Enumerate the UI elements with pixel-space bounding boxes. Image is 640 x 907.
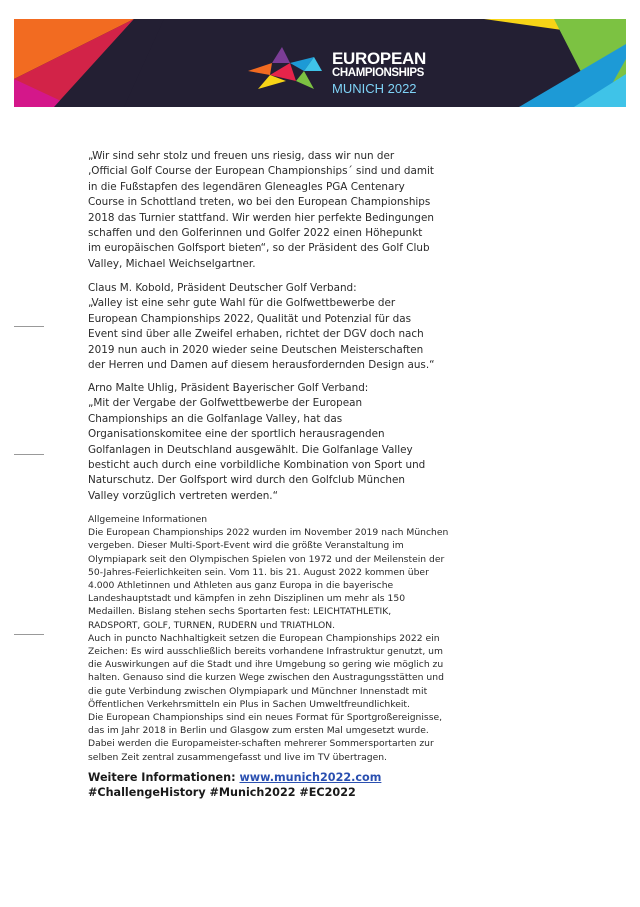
text-line: halten. Genauso sind die kurzen Wege zwischen den Austragungsstätten und bbox=[88, 672, 444, 684]
text-line: schaffen und den Golferinnen und Golfer 2022 einen Höhepunkt bbox=[88, 227, 423, 240]
star-logo-icon bbox=[248, 47, 322, 89]
text-line: Öffentlichen Verkehrsmitteln ein Plus in Sachen Umweltfreundlichkeit. bbox=[88, 698, 410, 710]
text-line: die Auswirkungen auf die Stadt und ihre Umgebung so gering wie möglich zu bbox=[88, 659, 444, 671]
text-line: das im Jahr 2018 in Berlin und Glasgow zum ersten Mal umgesetzt wurde. bbox=[88, 725, 429, 737]
text-line: Landeshauptstadt und kämpfen in zehn Disziplinen um mehr als 150 bbox=[88, 593, 406, 605]
logo-line-championships: CHAMPIONSHIPS bbox=[332, 67, 424, 79]
text-line: Golfanlagen in Deutschland ausgewählt. Die Golfanlage Valley bbox=[88, 443, 413, 456]
text-line: RADSPORT, GOLF, TURNEN, RUDERN und TRIATHLON. bbox=[88, 619, 336, 631]
general-information bbox=[88, 513, 558, 764]
margin-mark bbox=[14, 454, 44, 455]
text-line: vergeben. Dieser Multi-Sport-Event wird die größte Veranstaltung im bbox=[88, 540, 404, 552]
text-line: 2019 nun auch in 2020 wieder seine Deutschen Meisterschaften bbox=[88, 343, 424, 356]
text-line: der Herren und Damen auf diesem herausfordernden Design aus.“ bbox=[88, 359, 435, 372]
website-link[interactable]: www.munich2022.com bbox=[239, 771, 382, 784]
text-line: Valley, Michael Weichselgartner. bbox=[88, 257, 256, 270]
text-line: „Mit der Vergabe der Golfwettbewerbe der European bbox=[88, 397, 363, 410]
logo-line-munich: MUNICH 2022 bbox=[332, 80, 417, 96]
text-line: Valley vorzüglich vertreten werden.“ bbox=[88, 489, 278, 502]
text-line: Auch in puncto Nachhaltigkeit setzen die European Championships 2022 ein bbox=[88, 632, 440, 644]
section-heading: Allgemeine Informationen bbox=[88, 514, 208, 525]
text-line: „Valley ist eine sehr gute Wahl für die Golfwettbewerbe der bbox=[88, 297, 396, 310]
text-line: ‚Official Golf Course der European Championships´ sind und damit bbox=[88, 165, 434, 178]
footer bbox=[88, 770, 558, 800]
more-info-line bbox=[88, 770, 558, 785]
text-line: Die European Championships 2022 wurden im November 2019 nach München bbox=[88, 527, 449, 539]
text-line: Organisationskomitee eine der sportlich herausragenden bbox=[88, 428, 385, 441]
speaker-line: Claus M. Kobold, Präsident Deutscher Golf Verband: bbox=[88, 282, 357, 294]
text-line: Event sind über alle Zweifel erhaben, richtet der DGV doch nach bbox=[88, 328, 424, 341]
text-line: besticht auch durch eine vorbildliche Kombination von Sport und bbox=[88, 459, 426, 472]
text-line: im europäischen Golfsport bieten“, so der Präsident des Golf Club bbox=[88, 242, 430, 255]
more-info-label: Weitere Informationen: bbox=[88, 771, 240, 784]
logo-wordmark bbox=[332, 50, 426, 95]
logo-line-european: EUROPEAN bbox=[332, 49, 426, 68]
text-line: Medaillen. Bislang stehen sechs Sportarten fest: LEICHTATHLETIK, bbox=[88, 606, 392, 618]
text-line: Zeichen: Es wird ausschließlich bereits vorhandene Infrastruktur genutzt, um bbox=[88, 646, 443, 658]
text-line: die gute Verbindung zwischen Olympiapark und Münchner Innenstadt mit bbox=[88, 685, 428, 697]
text-line: selben Zeit zentral zusammengefasst und live im TV übertragen. bbox=[88, 751, 387, 763]
text-line: Die European Championships sind ein neues Format für Sportgroßereignisse, bbox=[88, 712, 443, 724]
text-line: European Championships 2022, Qualität und Potenzial für das bbox=[88, 312, 411, 325]
text-line: Olympiapark seit den Olympischen Spielen von 1972 und der Meilenstein der bbox=[88, 553, 445, 565]
text-line: Course in Schottland treten, wo bei den European Championships bbox=[88, 196, 431, 209]
quote-uhlig bbox=[88, 381, 558, 504]
speaker-line: Arno Malte Uhlig, Präsident Bayerischer Golf Verband: bbox=[88, 382, 369, 394]
text-line: 4.000 Athletinnen und Athleten aus ganz Europa in die bayerische bbox=[88, 580, 394, 592]
quote-weichselgartner bbox=[88, 149, 558, 272]
banner-graphic bbox=[14, 19, 626, 107]
margin-mark bbox=[14, 634, 44, 635]
hashtags: #ChallengeHistory #Munich2022 #EC2022 bbox=[88, 786, 356, 799]
text-line: Naturschutz. Der Golfsport wird durch den Golfclub München bbox=[88, 474, 405, 487]
text-line: 50-Jahres-Feierlichkeiten sein. Vom 11. bis 21. August 2022 kommen über bbox=[88, 566, 429, 578]
text-line: 2018 das Turnier stattfand. Wir werden hier perfekte Bedingungen bbox=[88, 211, 434, 224]
quote-kobold bbox=[88, 281, 558, 373]
text-line: Championships an die Golfanlage Valley, hat das bbox=[88, 412, 343, 425]
header-banner bbox=[14, 19, 626, 107]
text-line: Dabei werden die Europameister-schaften mehrerer Sommersportarten zur bbox=[88, 738, 434, 750]
text-line: in die Fußstapfen des legendären Gleneagles PGA Centenary bbox=[88, 180, 405, 193]
text-line: „Wir sind sehr stolz und freuen uns riesig, dass wir nun der bbox=[88, 150, 395, 162]
margin-mark bbox=[14, 326, 44, 327]
